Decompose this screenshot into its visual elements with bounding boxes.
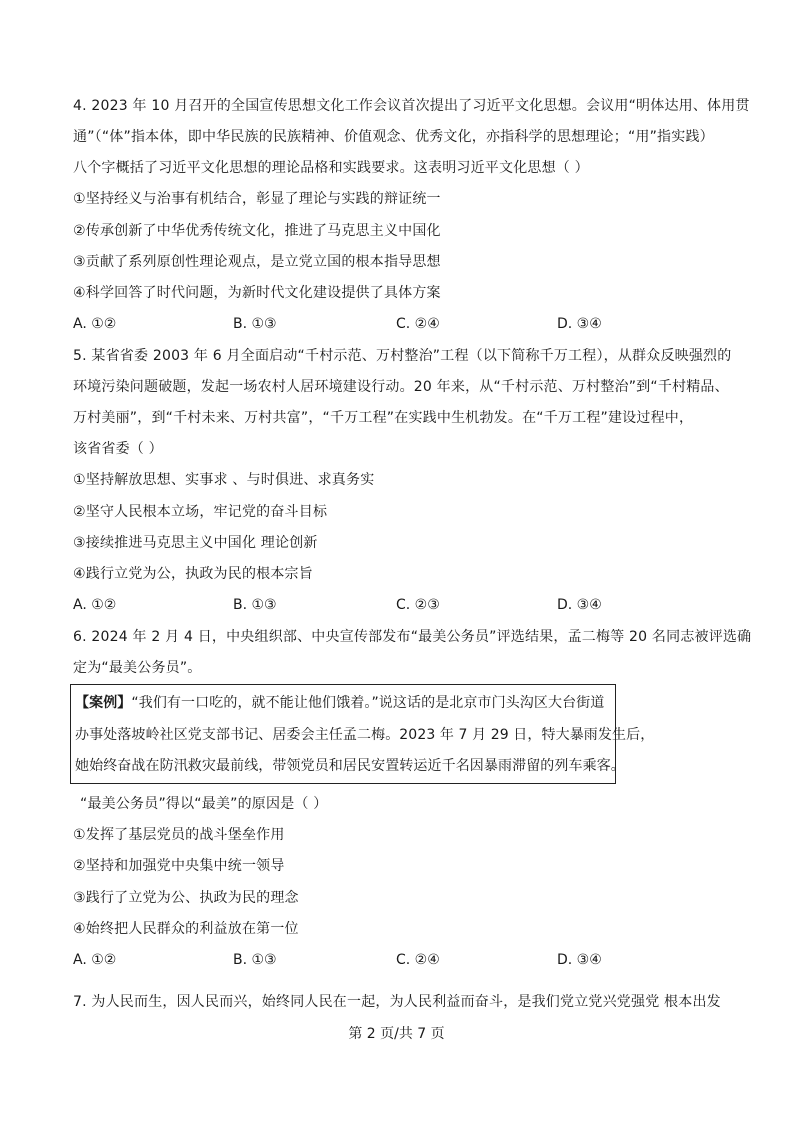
q5-statement-4: ④践行立党为公，执政为民的根本宗旨	[73, 566, 313, 582]
q6-statement-1: ①发挥了基层党员的战斗堡垒作用	[73, 827, 285, 843]
case-line-1	[75, 693, 604, 713]
q5-statement-2: ②坚守人民根本立场，牢记党的奋斗目标	[73, 504, 328, 520]
q6-option-b[interactable]: B. ①③	[233, 952, 277, 968]
q6-statement-2: ②坚持和加强党中央集中统一领导	[73, 858, 285, 874]
q6-statement-3: ③践行了立党为公、执政为民的理念	[73, 890, 299, 906]
q6-stem-line-1: 6. 2024 年 2 月 4 日，中央组织部、中央宣传部发布“最美公务员”评选结果，孟二梅等 20 名同志被评选确	[73, 629, 752, 645]
q5-option-b[interactable]: B. ①③	[233, 597, 277, 613]
case-line-3: 她始终奋战在防汛救灾最前线，带领党员和居民安置转运近千名因暴雨滞留的列车乘客。	[75, 758, 625, 774]
case-tag: 【案例】	[75, 695, 132, 711]
q5-stem-line-1: 5. 某省省委 2003 年 6 月全面启动“千村示范、万村整治”工程（以下简称千万工程），从群众反映强烈的	[73, 348, 732, 364]
q4-statement-1: ①坚持经义与治事有机结合，彰显了理论与实践的辩证统一	[73, 191, 441, 207]
q4-option-a[interactable]: A. ①②	[73, 316, 117, 332]
q5-option-c[interactable]: C. ②③	[396, 597, 440, 613]
q4-statement-3: ③贡献了系列原创性理论观点，是立党立国的根本指导思想	[73, 254, 441, 270]
q5-statement-3: ③接续推进马克思主义中国化 理论创新	[73, 535, 318, 551]
q5-option-d[interactable]: D. ③④	[557, 597, 602, 613]
q4-stem-line-1: 4. 2023 年 10 月召开的全国宣传思想文化工作会议首次提出了习近平文化思想。会议用“明体达用、体用贯	[73, 98, 750, 114]
q6-option-c[interactable]: C. ②④	[396, 952, 440, 968]
q6-statement-4: ④始终把人民群众的利益放在第一位	[73, 921, 299, 937]
q4-stem-line-3: 八个字概括了习近平文化思想的理论品格和实践要求。这表明习近平文化思想（ ）	[73, 160, 589, 176]
q6-stem: “最美公务员”得以“最美”的原因是（ ）	[80, 796, 328, 812]
case-text-1: “我们有一口吃的，就不能让他们饿着。”说这话的是北京市门头沟区大台街道	[131, 695, 605, 711]
q5-stem-line-4: 该省省委（ ）	[73, 441, 163, 457]
q4-option-c[interactable]: C. ②④	[396, 316, 440, 332]
q5-stem-line-2: 环境污染问题破题，发起一场农村人居环境建设行动。20 年来，从“千村示范、万村整治”到“千村精品、	[73, 379, 729, 395]
page-number: 第 2 页/共 7 页	[348, 1026, 445, 1042]
q5-stem-line-3: 万村美丽”，到“千村未来、万村共富”，“千万工程”在实践中生机勃发。在“千万工程”建设过程中，	[73, 410, 694, 426]
case-line-2: 办事处落坡岭社区党支部书记、居委会主任孟二梅。2023 年 7 月 29 日，特大暴雨发生后，	[75, 727, 655, 743]
q5-option-a[interactable]: A. ①②	[73, 597, 117, 613]
q4-option-b[interactable]: B. ①③	[233, 316, 277, 332]
case-box	[70, 684, 655, 784]
q6-option-a[interactable]: A. ①②	[73, 952, 117, 968]
q7-stem-line-1: 7. 为人民而生，因人民而兴，始终同人民在一起，为人民利益而奋斗，是我们党立党兴党强党 根本出发	[73, 994, 721, 1010]
q4-stem-line-2: 通”（“体”指本体，即中华民族的民族精神、价值观念、优秀文化，亦指科学的思想理论；“用”指实践）	[73, 129, 714, 145]
q6-stem-line-2: 定为“最美公务员”。	[73, 660, 202, 676]
q4-option-d[interactable]: D. ③④	[557, 316, 602, 332]
q5-statement-1: ①坚持解放思想、实事求 、与时俱进、求真务实	[73, 472, 375, 488]
q4-statement-4: ④科学回答了时代问题，为新时代文化建设提供了具体方案	[73, 285, 441, 301]
q6-option-d[interactable]: D. ③④	[557, 952, 602, 968]
q4-statement-2: ②传承创新了中华优秀传统文化，推进了马克思主义中国化	[73, 223, 441, 239]
